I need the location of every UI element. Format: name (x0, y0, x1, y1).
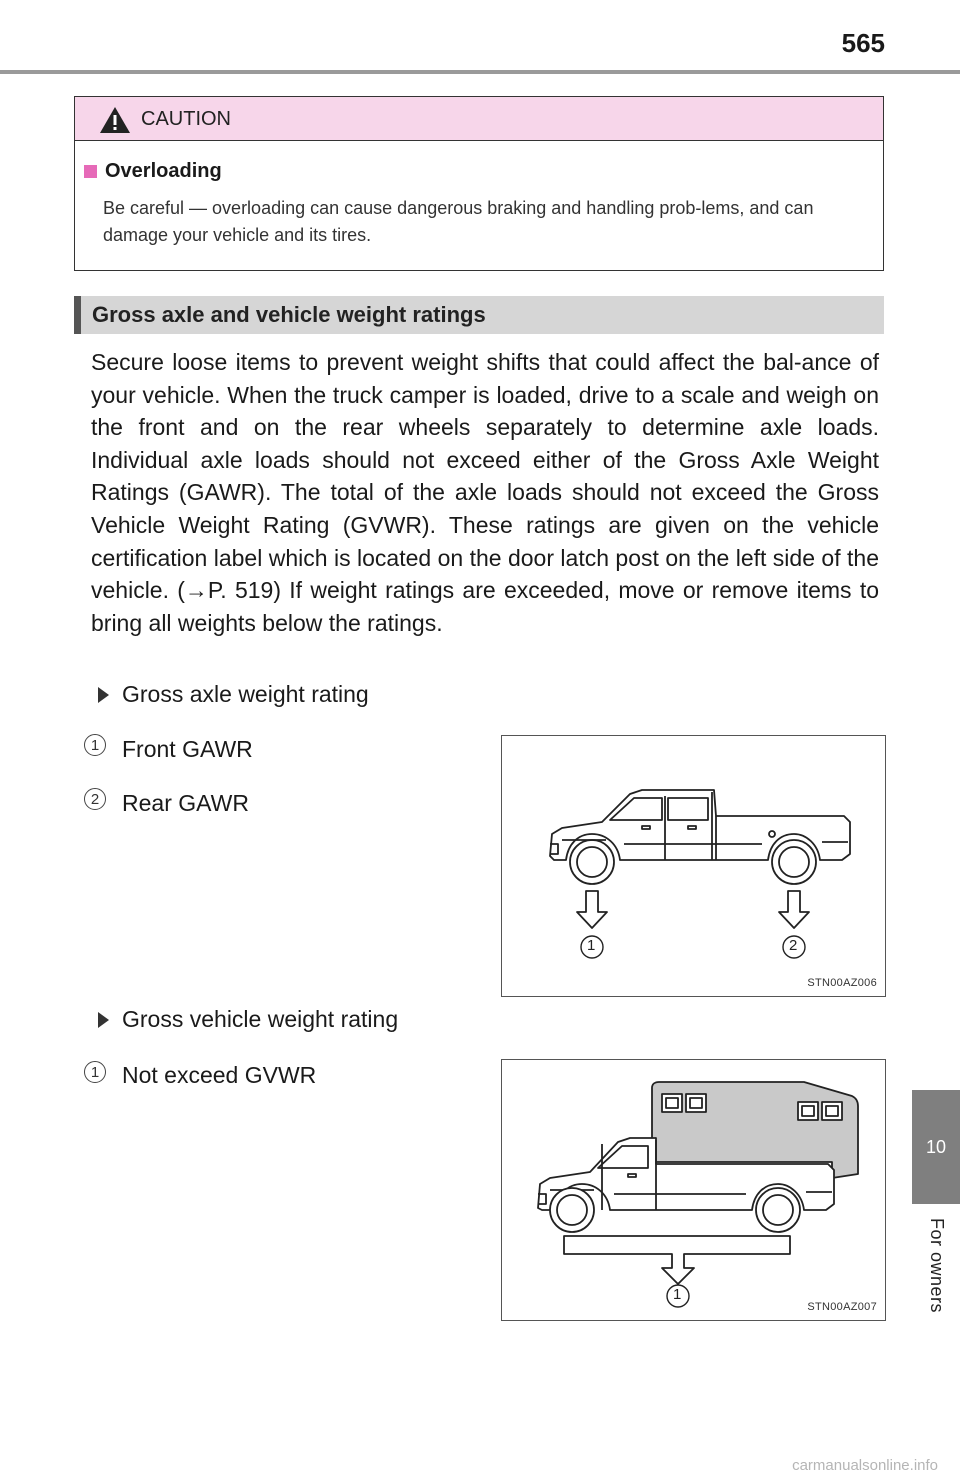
caution-subtitle: Overloading (105, 160, 222, 182)
caution-title: CAUTION (141, 108, 231, 130)
caution-header (75, 97, 883, 141)
section-marker (74, 296, 81, 334)
front-gawr-label: Front GAWR (122, 736, 253, 762)
figure-code: STN00AZ007 (807, 1301, 877, 1313)
watermark[interactable]: carmanualsonline.info (792, 1457, 938, 1474)
section-title: Gross axle and vehicle weight ratings (92, 302, 486, 327)
item-number-1: 1 (84, 734, 106, 756)
gvwr-heading: Gross vehicle weight rating (122, 1006, 399, 1032)
caution-text: Be careful — overloading can cause dangerous braking and handling prob-lems, and can damage your vehicle and its tires. (103, 198, 814, 245)
gvwr-figure (501, 1059, 886, 1321)
warning-icon (99, 106, 131, 134)
pickup-truck-illustration (502, 736, 885, 996)
gawr-figure (501, 735, 886, 997)
figure-callout-1: 1 (587, 937, 596, 954)
figure-code: STN00AZ006 (807, 977, 877, 989)
gawr-heading: Gross axle weight rating (122, 681, 369, 707)
body-paragraph: Secure loose items to prevent weight shifts that could affect the bal-ance of your vehicle. When the truck camper is loaded, drive to a scale and weigh on the front and on the rear wheels separately to determine axle loads. Individual axle loads should not exceed either of the Gross Axle Weight Ratings (GAWR). The total of the axle loads should not exceed the Gross Vehicle Weight Rating (GVWR). These ratings are given on the vehicle certification label which is located on the door latch post on the left side of the vehicle. (→P. 519) If weight ratings are exceeded, move or remove items to bring all weights below the ratings. (91, 349, 879, 636)
figure-callout-1: 1 (673, 1286, 682, 1303)
truck-camper-illustration (502, 1060, 885, 1320)
triangle-bullet-icon (98, 687, 109, 703)
square-bullet-icon (84, 165, 97, 178)
not-exceed-gvwr-label: Not exceed GVWR (122, 1062, 317, 1088)
section-header (74, 296, 884, 334)
header-rule (0, 70, 960, 74)
page-number: 565 (841, 28, 885, 58)
rear-gawr-label: Rear GAWR (122, 790, 249, 816)
chapter-label: For owners (927, 1218, 947, 1314)
chapter-tab[interactable]: 10 (912, 1090, 960, 1204)
item-number-2: 2 (84, 788, 106, 810)
caution-box (74, 96, 884, 271)
figure-callout-2: 2 (789, 937, 798, 954)
item-number-1: 1 (84, 1061, 106, 1083)
triangle-bullet-icon (98, 1012, 109, 1028)
